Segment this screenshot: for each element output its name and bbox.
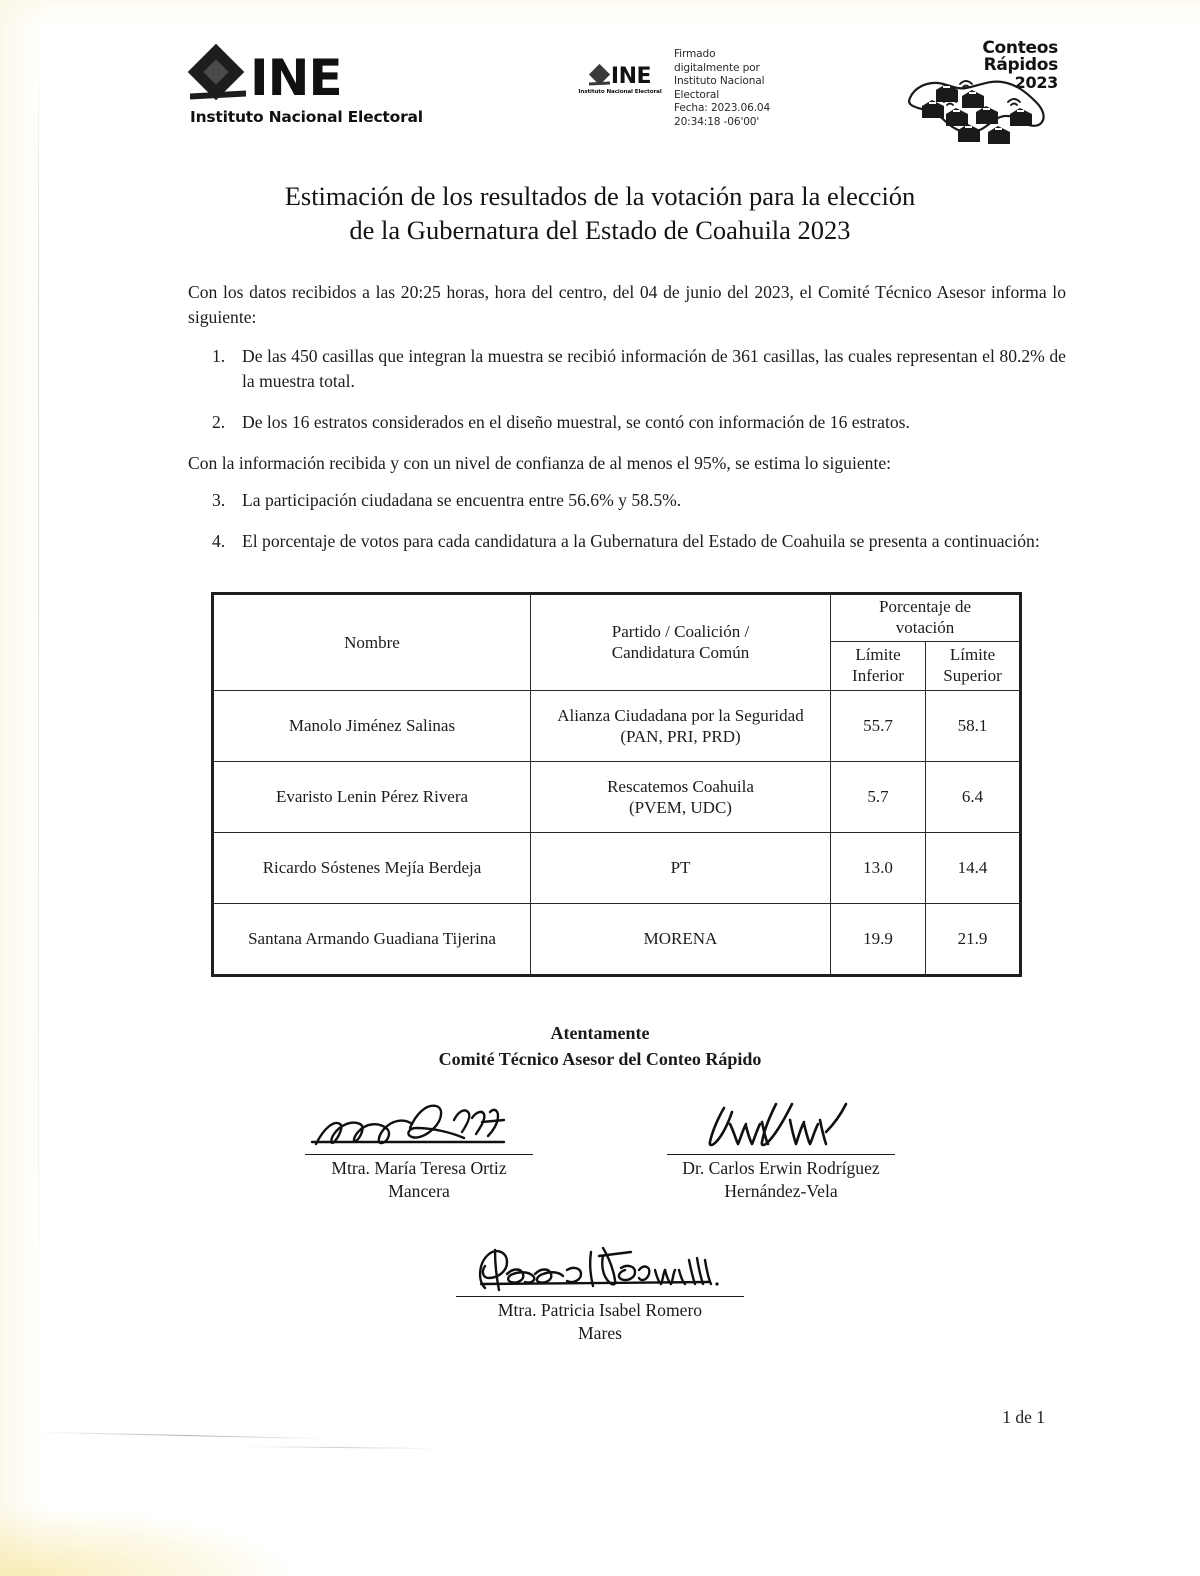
cell-limite-inferior: 5.7 (831, 762, 926, 833)
column-header-limite-superior-line-1: Límite (949, 645, 996, 665)
signature-name-line-1: Mtra. María Teresa Ortiz (331, 1158, 507, 1178)
results-table-container (211, 592, 1019, 977)
list-item-number: 4. (212, 530, 226, 551)
list-item (188, 488, 1066, 513)
ine-logo-letters: INE (250, 49, 342, 107)
cell-limite-inferior: 13.0 (831, 833, 926, 904)
cell-party (531, 691, 831, 762)
list-item-text: El porcentaje de votos para cada candidatura a la Gubernatura del Estado de Coahuila se presenta a continuación: (242, 530, 1040, 551)
digital-signature-time: 20:34:18 -06'00' (674, 115, 760, 128)
digital-signature-date: Fecha: 2023.06.04 (674, 102, 771, 115)
column-header-porcentaje (831, 594, 1021, 642)
column-header-nombre: Nombre (213, 594, 531, 691)
digital-signature-line-4: Electoral (674, 88, 720, 101)
cell-limite-superior: 21.9 (926, 904, 1021, 976)
cell-party-line-2: (PAN, PRI, PRD) (620, 727, 741, 746)
table-row (213, 691, 1021, 762)
ine-logo (190, 49, 423, 126)
cell-party (531, 904, 831, 976)
page-title (0, 180, 1200, 248)
signature-name-line-2: Mares (578, 1322, 622, 1343)
cell-party-line-1: PT (670, 858, 691, 878)
digital-signature-text (674, 48, 792, 129)
signature-block-carlos-rodriguez (661, 1098, 901, 1202)
document-body (188, 280, 1066, 570)
ine-diamond-icon (190, 50, 248, 106)
digital-signature-logo-letters: INE (610, 64, 652, 89)
cell-party-line-2: (PVEM, UDC) (629, 798, 732, 817)
list-item-text: La participación ciudadana se encuentra entre 56.6% y 58.5%. (242, 489, 682, 510)
digital-signature-line-3: Instituto Nacional (674, 75, 765, 88)
cell-party-line-1: Rescatemos Coahuila (607, 776, 754, 796)
list-item-text: De las 450 casillas que integran la muestra se recibió información de 361 casillas, las cuales representan el 80.2% de la muestra total. (242, 345, 1066, 391)
page-title-line-1: Estimación de los resultados de la votación para la elección (284, 181, 916, 211)
signature-block-teresa-ortiz (299, 1098, 539, 1202)
cell-limite-inferior: 55.7 (831, 691, 926, 762)
closing-line-1: Atentamente (550, 1023, 650, 1043)
column-header-limite-inferior-line-2: Inferior (852, 666, 904, 685)
list-item (188, 529, 1066, 554)
list-item-text: De los 16 estratos considerados en el diseño muestral, se contó con información de 16 estratos. (242, 411, 910, 432)
results-table-body (213, 691, 1021, 976)
signature-name-line-2: Mancera (388, 1180, 450, 1201)
list-item (188, 410, 1066, 435)
list-item (188, 344, 1066, 394)
table-header-row-top (213, 594, 1021, 642)
column-header-limite-superior (926, 642, 1021, 691)
signature-name (299, 1155, 539, 1202)
cell-candidate-name: Santana Armando Guadiana Tijerina (213, 904, 531, 976)
cell-limite-superior: 58.1 (926, 691, 1021, 762)
list-item-number: 3. (212, 489, 226, 510)
cell-limite-superior: 14.4 (926, 833, 1021, 904)
signature-row-bottom (0, 1240, 1200, 1344)
handwritten-signature-icon (299, 1098, 539, 1154)
table-row (213, 762, 1021, 833)
numbered-list-second (188, 488, 1066, 554)
column-header-porcentaje-line-2: votación (895, 618, 955, 637)
cell-limite-inferior: 19.9 (831, 904, 926, 976)
page-title-line-2: de la Gubernatura del Estado de Coahuila 2023 (349, 214, 851, 245)
mid-paragraph: Con la información recibida y con un nivel de confianza de al menos el 95%, se estima lo siguiente: (188, 452, 892, 473)
signature-name-line-1: Mtra. Patricia Isabel Romero (497, 1300, 703, 1320)
conteos-rapidos-word-1: Conteos (982, 38, 1058, 58)
table-row (213, 904, 1021, 976)
cell-party (531, 833, 831, 904)
closing-line-2: Comité Técnico Asesor del Conteo Rápido (438, 1049, 762, 1070)
signature-name-line-2: Hernández-Vela (724, 1180, 838, 1201)
digital-signature-logo-subtitle: Instituto Nacional Electoral (578, 89, 662, 95)
signature-name (450, 1297, 750, 1344)
ine-diamond-icon-small (589, 66, 611, 88)
column-header-partido-line-2: Candidatura Común (611, 642, 750, 662)
table-row (213, 833, 1021, 904)
column-header-limite-inferior (831, 642, 926, 691)
cell-candidate-name: Evaristo Lenin Pérez Rivera (213, 762, 531, 833)
conteos-rapidos-year: 2023 (1014, 72, 1058, 92)
intro-paragraph: Con los datos recibidos a las 20:25 horas, hora del centro, del 04 de junio del 2023, el Comité Técnico Asesor informa lo siguiente: (188, 282, 1066, 327)
list-item-number: 2. (212, 411, 226, 432)
numbered-list-first (188, 344, 1066, 435)
column-header-limite-superior-line-2: Superior (943, 666, 1002, 685)
conteos-rapidos-word-2: Rápidos (983, 55, 1058, 76)
results-table (211, 592, 1022, 977)
handwritten-signature-icon (450, 1240, 750, 1296)
signature-name-line-1: Dr. Carlos Erwin Rodríguez (682, 1158, 880, 1178)
signature-block-patricia-romero (450, 1240, 750, 1344)
column-header-limite-inferior-line-1: Límite (855, 645, 901, 665)
cell-candidate-name: Manolo Jiménez Salinas (213, 691, 531, 762)
document-header (0, 22, 1200, 140)
column-header-porcentaje-line-1: Porcentaje de (878, 597, 972, 617)
cell-party (531, 762, 831, 833)
handwritten-signature-icon (661, 1098, 901, 1154)
cell-party-line-1: MORENA (643, 929, 718, 949)
digital-signature-line-2: digitalmente por (674, 61, 760, 74)
digital-signature-stamp (572, 48, 792, 129)
page-number: 1 de 1 (1002, 1407, 1045, 1427)
mexico-map-icon (900, 64, 1050, 155)
closing-block (0, 1020, 1200, 1072)
digital-signature-ine-logo (572, 66, 668, 95)
list-item-number: 1. (212, 345, 226, 366)
signature-row-top (0, 1098, 1200, 1202)
cell-candidate-name: Ricardo Sóstenes Mejía Berdeja (213, 833, 531, 904)
digital-signature-line-1: Firmado (674, 48, 716, 60)
results-table-head (213, 594, 1021, 691)
conteos-rapidos-logo (900, 40, 1060, 150)
ine-logo-subtitle: Instituto Nacional Electoral (190, 108, 423, 126)
signature-name (661, 1155, 901, 1202)
cell-limite-superior: 6.4 (926, 762, 1021, 833)
cell-party-line-1: Alianza Ciudadana por la Seguridad (557, 705, 804, 725)
column-header-partido-line-1: Partido / Coalición / (611, 621, 750, 641)
column-header-partido (531, 594, 831, 691)
